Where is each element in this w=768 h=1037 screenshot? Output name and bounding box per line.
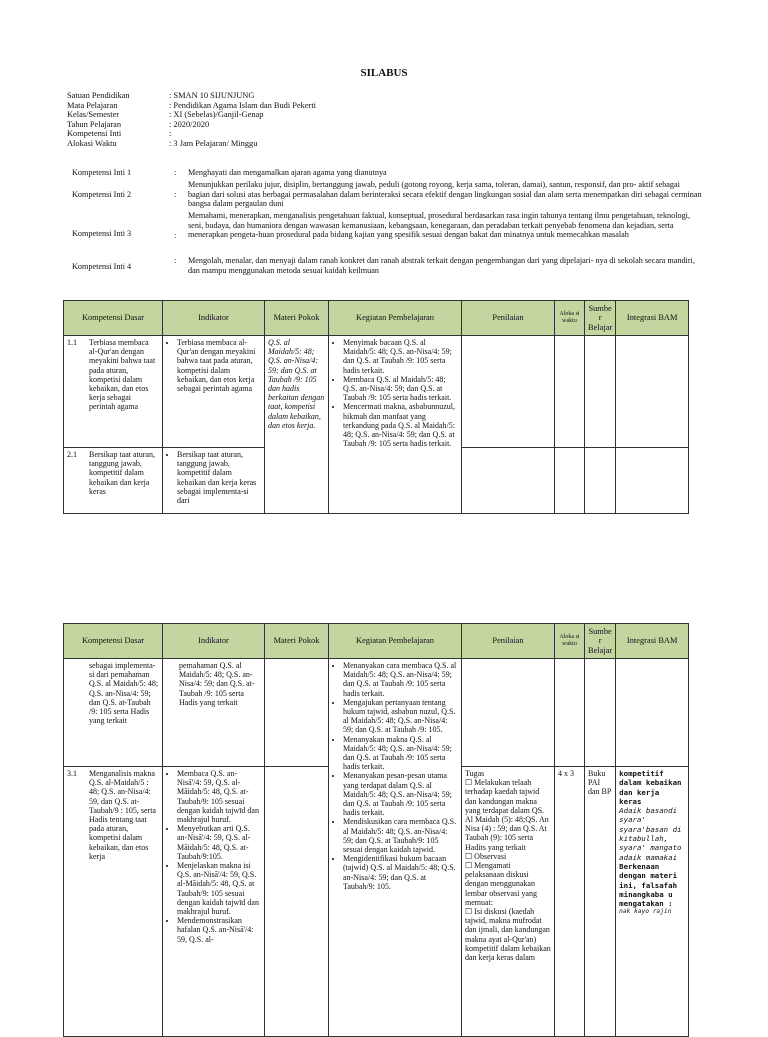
list-item: • Mendemonstrasikan hafalan Q.S. an-Nisā'/4: 59, Q.S. al- <box>177 916 261 944</box>
meta-key: Satuan Pendidikan <box>67 91 130 100</box>
list-item: • Bersikap taat aturan, tanggung jawab, kompetitif dalam kebaikan dan kerja keras sebagai implementa-si dari <box>177 450 261 505</box>
meta-value: : Pendidikan Agama Islam dan Budi Pekerti <box>169 100 317 110</box>
ki-key: Kompetensi Inti 3 <box>72 229 132 238</box>
header-bam: Integrasi BAM <box>616 624 689 659</box>
header-penilaian: Penilaian <box>462 301 555 336</box>
header-materi: Materi Pokok <box>265 624 329 659</box>
ki-key: Kompetensi Inti 1 <box>72 168 132 177</box>
list-item: • Menyebutkan arti Q.S. an-Nisā'/4: 59, Q.S. al-Māidah/5: 48, Q.S. at-Taubah/9:105. <box>177 824 261 861</box>
penilaian-cell <box>462 767 555 1037</box>
bam-cell <box>616 336 689 448</box>
kd-text: Menganalisis makna Q.S. al-Maidah/5 : 48; Q.S. an-Nisa/4: 59, dan Q.S. at-Taubah/9 : 105, serta Hadis tentang taat pada aturan, kompetisi dalam kebaikan, dan etos kerja <box>89 769 156 861</box>
list-item: • Terbiasa membaca al-Qur'an dengan meyakini bahwa taat pada aturan, kompetisi dalam kebaikan, dan etos kerja sebagai perintah agama <box>177 338 261 393</box>
alokasi-cell <box>555 336 585 448</box>
header-sumber: Sumbe r Belajar <box>585 301 616 336</box>
ki-row <box>72 256 702 275</box>
kd-number: 2.1 <box>67 450 77 459</box>
materi-text: Q.S. al Maidah/5: 48; Q.S. an-Nisa/4: 59; dan Q.S. at Taubah /9: 105 dan hadis berkaitan dengan taat, kompetisi dalam kebaikan, dan etos kerja. <box>268 338 325 430</box>
ki-text: Mengolah, menalar, dan menyaji dalam ranah konkret dan ranah abstrak terkait dengan pengembangan dari yang dipelajari- nya di sekolah secara mandiri, dan mampu menggunakan metoda sesuai kaidah keilmuan <box>188 256 695 275</box>
alokasi-cell <box>555 448 585 514</box>
meta-value: : <box>169 129 172 138</box>
kd-text: sebagai implementa-si dari pemahaman Q.S. al Maidah/5: 48; Q.S. an-Nisa/4: 59; dan Q.S. at-Taubah /9: 105 serta Hadis yang terkait <box>89 661 159 726</box>
header-indikator: Indikator <box>163 301 265 336</box>
sumber-value: Buku PAI dan BP <box>588 769 612 797</box>
kd-cell <box>64 767 163 1037</box>
identity-block <box>67 91 316 148</box>
list-item: • Menanyakan cara membaca Q.S. al Maidah/5: 48; Q.S. an-Nisa/4: 59; dan Q.S. at Taubah /9: 105 serta hadis terkait. <box>343 661 458 698</box>
table-row <box>64 659 689 767</box>
header-materi: Materi Pokok <box>265 301 329 336</box>
document-title: SILABUS <box>360 67 408 79</box>
penilaian-line: ☐ Isi diskusi (kaedah tajwid, makna mufrodat dan ijmali, dan kandungan makna ayat al-Qur'an) kompetitif dalam kebaikan dan kerja keras dalam <box>465 907 551 963</box>
list-item: • Mengajukan pertanyaan tentang hukum tajwid, asbabun nuzul, Q.S. al Maidah/5: 48; Q.S. an-Nisa/4: 59; dan Q.S. at Taubah /9: 105. <box>343 698 458 735</box>
penilaian-line: Tugas <box>465 769 485 778</box>
syllabus-table-1 <box>63 300 689 514</box>
meta-row <box>67 129 316 139</box>
penilaian-line: ☐ Mengamati pelaksanaan diskusi dengan menggunakan lembar observasi yang memuat: <box>465 861 537 907</box>
header-alokasi: Aloka si waktu <box>555 624 585 659</box>
kegiatan-cell <box>329 336 462 514</box>
meta-row <box>67 139 316 149</box>
list-item: • Menjelaskan makna isi Q.S. an-Nisā'/4: 59, Q.S. al-Māidah/5: 48, Q.S. at Taubah/9: 105 sesuai dengan kaidah tajwīd dan makhrajul huruf. <box>177 861 261 916</box>
meta-row <box>67 91 316 101</box>
penilaian-line: ☐ Melakukan telaah terhadap kaedah tajwid dan kandungan makna yang terdapat dalam QS. Al Maidah (5): 48;QS. An Nisa (4) : 59; dan Q.S. At Taubah (9): 105 serta Hadits yang terkait <box>465 778 549 852</box>
kd-cell <box>64 659 163 767</box>
kd-text: Terbiasa membaca al-Qur'an dengan meyakini bahwa taat pada aturan, kompetisi dalam kebaikan, dan etos kerja sebagai perintah agama <box>89 338 156 412</box>
list-item: • Menyimak bacaan Q.S. al Maidah/5: 48; Q.S. an-Nisa/4: 59; dan Q.S. at Taubah /9: 105 serta hadis terkait. <box>343 338 458 375</box>
list-item: • Mengidentifikasi hukum bacaan (tajwid) Q.S. al Maidah/5: 48; Q.S. an-Nisa/4: 59; dan Q.S. at Taubah/9: 105. <box>343 854 458 891</box>
ki-text: Memahami, menerapkan, menganalisis pengetahuan faktual, konseptual, prosedural berdasarkan rasa ingin tahunya tentang ilmu pengetahuan, teknologi, seni, budaya, dan humaniora dengan wawasan kemanusiaan, kebangsaan, kenegaraan, dan peradaban terkait penyebab fenomena dan kejadian, serta menerapkan pengeta-huan prosedural pada bidang kajian yang spesifik sesuai dengan bakat dan minatnya untuk memecahkan masalah <box>188 211 691 240</box>
list-item: • Menanyakan makna Q.S. al Maidah/5: 48; Q.S. an-Nisa/4: 59; dan Q.S. at Taubah /9: 105 serta hadis terkait. <box>343 735 458 772</box>
ki-row <box>72 211 702 241</box>
header-sumber: Sumbe r Belajar <box>585 624 616 659</box>
kegiatan-cell <box>329 659 462 1037</box>
bam-cell <box>616 659 689 767</box>
meta-key: Mata Pelajaran <box>67 100 118 110</box>
ki-row <box>72 168 702 178</box>
syllabus-table-2 <box>63 623 689 1037</box>
meta-value: : XI (Sebelas)/Ganjil-Genap <box>169 110 264 119</box>
ki-colon: : <box>174 256 177 265</box>
kd-number: 3.1 <box>67 769 77 778</box>
indikator-cell <box>163 659 265 767</box>
indikator-cell <box>163 448 265 514</box>
meta-key: Alokasi Waktu <box>67 138 117 148</box>
meta-key: Kompetensi Inti <box>67 129 122 138</box>
materi-cell <box>265 336 329 514</box>
ki-colon: : <box>174 231 177 240</box>
ki-key: Kompetensi Inti 2 <box>72 190 132 199</box>
bam-line: Berkenaan dengan materi ini, falsafah minangkaba u mengatakan : <box>619 861 678 909</box>
penilaian-cell <box>462 336 555 448</box>
alokasi-cell <box>555 659 585 767</box>
indikator-cell <box>163 767 265 1037</box>
kd-cell <box>64 448 163 514</box>
bam-line: kompetitif dalam kebaikan dan kerja keras <box>619 769 682 806</box>
sumber-cell <box>585 659 616 767</box>
header-kegiatan: Kegiatan Pembelajaran <box>329 301 462 336</box>
indikator-cell <box>163 336 265 448</box>
meta-value: : 2020/2020 <box>169 119 210 129</box>
alokasi-value: 4 x 3 <box>558 769 574 778</box>
ki-row <box>72 180 702 209</box>
materi-cell <box>265 659 329 767</box>
meta-value: : 3 Jam Pelajaran/ Minggu <box>169 138 258 148</box>
meta-key: Tahun Pelajaran <box>67 119 122 129</box>
meta-row <box>67 101 316 111</box>
sumber-cell <box>585 448 616 514</box>
header-alokasi: Aloka si waktu <box>555 301 585 336</box>
header-kd: Kompetensi Dasar <box>64 301 163 336</box>
header-indikator: Indikator <box>163 624 265 659</box>
ki-text: Menunjukkan perilaku jujur, disiplin, bertanggung jawab, peduli (gotong royong, kerja sama, toleran, damai), santun, responsif, dan pro- aktif sebagai bagian dari solusi atas berbagai permasalahan dalam berinteraksi secara efektif dengan lingkungan sosial dan alam serta menempatkan diri sebagai cerminan bangsa dalam pergaulan duni <box>188 180 702 209</box>
table-header-row <box>64 301 689 336</box>
kd-number: 1.1 <box>67 338 77 347</box>
kd-text: Bersikap taat aturan, tanggung jawab, kompetitif dalam kebaikan dan kerja keras <box>89 450 155 496</box>
penilaian-line: ☐ Observasi <box>465 851 507 861</box>
ki-key: Kompetensi Inti 4 <box>72 262 132 271</box>
alokasi-cell <box>555 767 585 1037</box>
header-bam: Integrasi BAM <box>616 301 689 336</box>
penilaian-cell <box>462 659 555 767</box>
bam-cell <box>616 767 689 1037</box>
table-header-row <box>64 624 689 659</box>
bam-line: nak kayo rajin <box>619 908 672 916</box>
sumber-cell <box>585 336 616 448</box>
indikator-text: pemahaman Q.S. al Maidah/5: 48; Q.S. an-Nisa/4: 59; dan Q.S. at-Taubah /9: 105 serta Hadis yang terkait <box>179 661 255 707</box>
ki-text: Menghayati dan mengamalkan ajaran agama yang dianutnya <box>188 168 387 177</box>
list-item: • Membaca Q.S. al Maidah/5: 48; Q.S. an-Nisa/4: 59; dan Q.S. at Taubah /9: 105 serta hadis terkait. <box>343 375 458 403</box>
meta-row <box>67 120 316 130</box>
bam-line: Adaik basandi syara' syara'basan di kitabullah, syara' mangato adaik mamakai <box>619 806 682 862</box>
list-item: • Membaca Q.S. an-Nisā'/4: 59, Q.S. al-Māidah/5: 48, Q.S. at-Taubah/9: 105 sesuai dengan kaidah tajwīd dan makhrajul huruf. <box>177 769 261 824</box>
list-item: • Mencermati makna, asbabunnuzul, hikmah dan manfaat yang terkandung pada Q.S. al Maidah/5: 48; Q.S. an-Nisa/4: 59; dan Q.S. at Taubah /9: 105 serta hadis terkait. <box>343 402 458 448</box>
materi-cell <box>265 767 329 1037</box>
header-penilaian: Penilaian <box>462 624 555 659</box>
meta-row <box>67 110 316 120</box>
table-row <box>64 336 689 448</box>
penilaian-cell <box>462 448 555 514</box>
header-kegiatan: Kegiatan Pembelajaran <box>329 624 462 659</box>
bam-cell <box>616 448 689 514</box>
ki-colon: : <box>174 190 177 199</box>
meta-key: Kelas/Semester <box>67 110 120 119</box>
ki-colon: : <box>174 168 177 177</box>
meta-value: : SMAN 10 SIJUNJUNG <box>169 91 255 100</box>
header-kd: Kompetensi Dasar <box>64 624 163 659</box>
list-item: • Menanyakan pesan-pesan utama yang terdapat dalam Q.S. al Maidah/5: 48; Q.S. an-Nisa/4: 59; dan Q.S. at Taubah /9: 105 serta hadis terkait. <box>343 771 458 817</box>
list-item: • Mendiskusikan cara membaca Q.S. al Maidah/5: 48; Q.S. an-Nisa/4: 59; dan Q.S. at Taubah/9: 105 sesuai dengan kaidah tajwid. <box>343 817 458 854</box>
kd-cell <box>64 336 163 448</box>
sumber-cell <box>585 767 616 1037</box>
